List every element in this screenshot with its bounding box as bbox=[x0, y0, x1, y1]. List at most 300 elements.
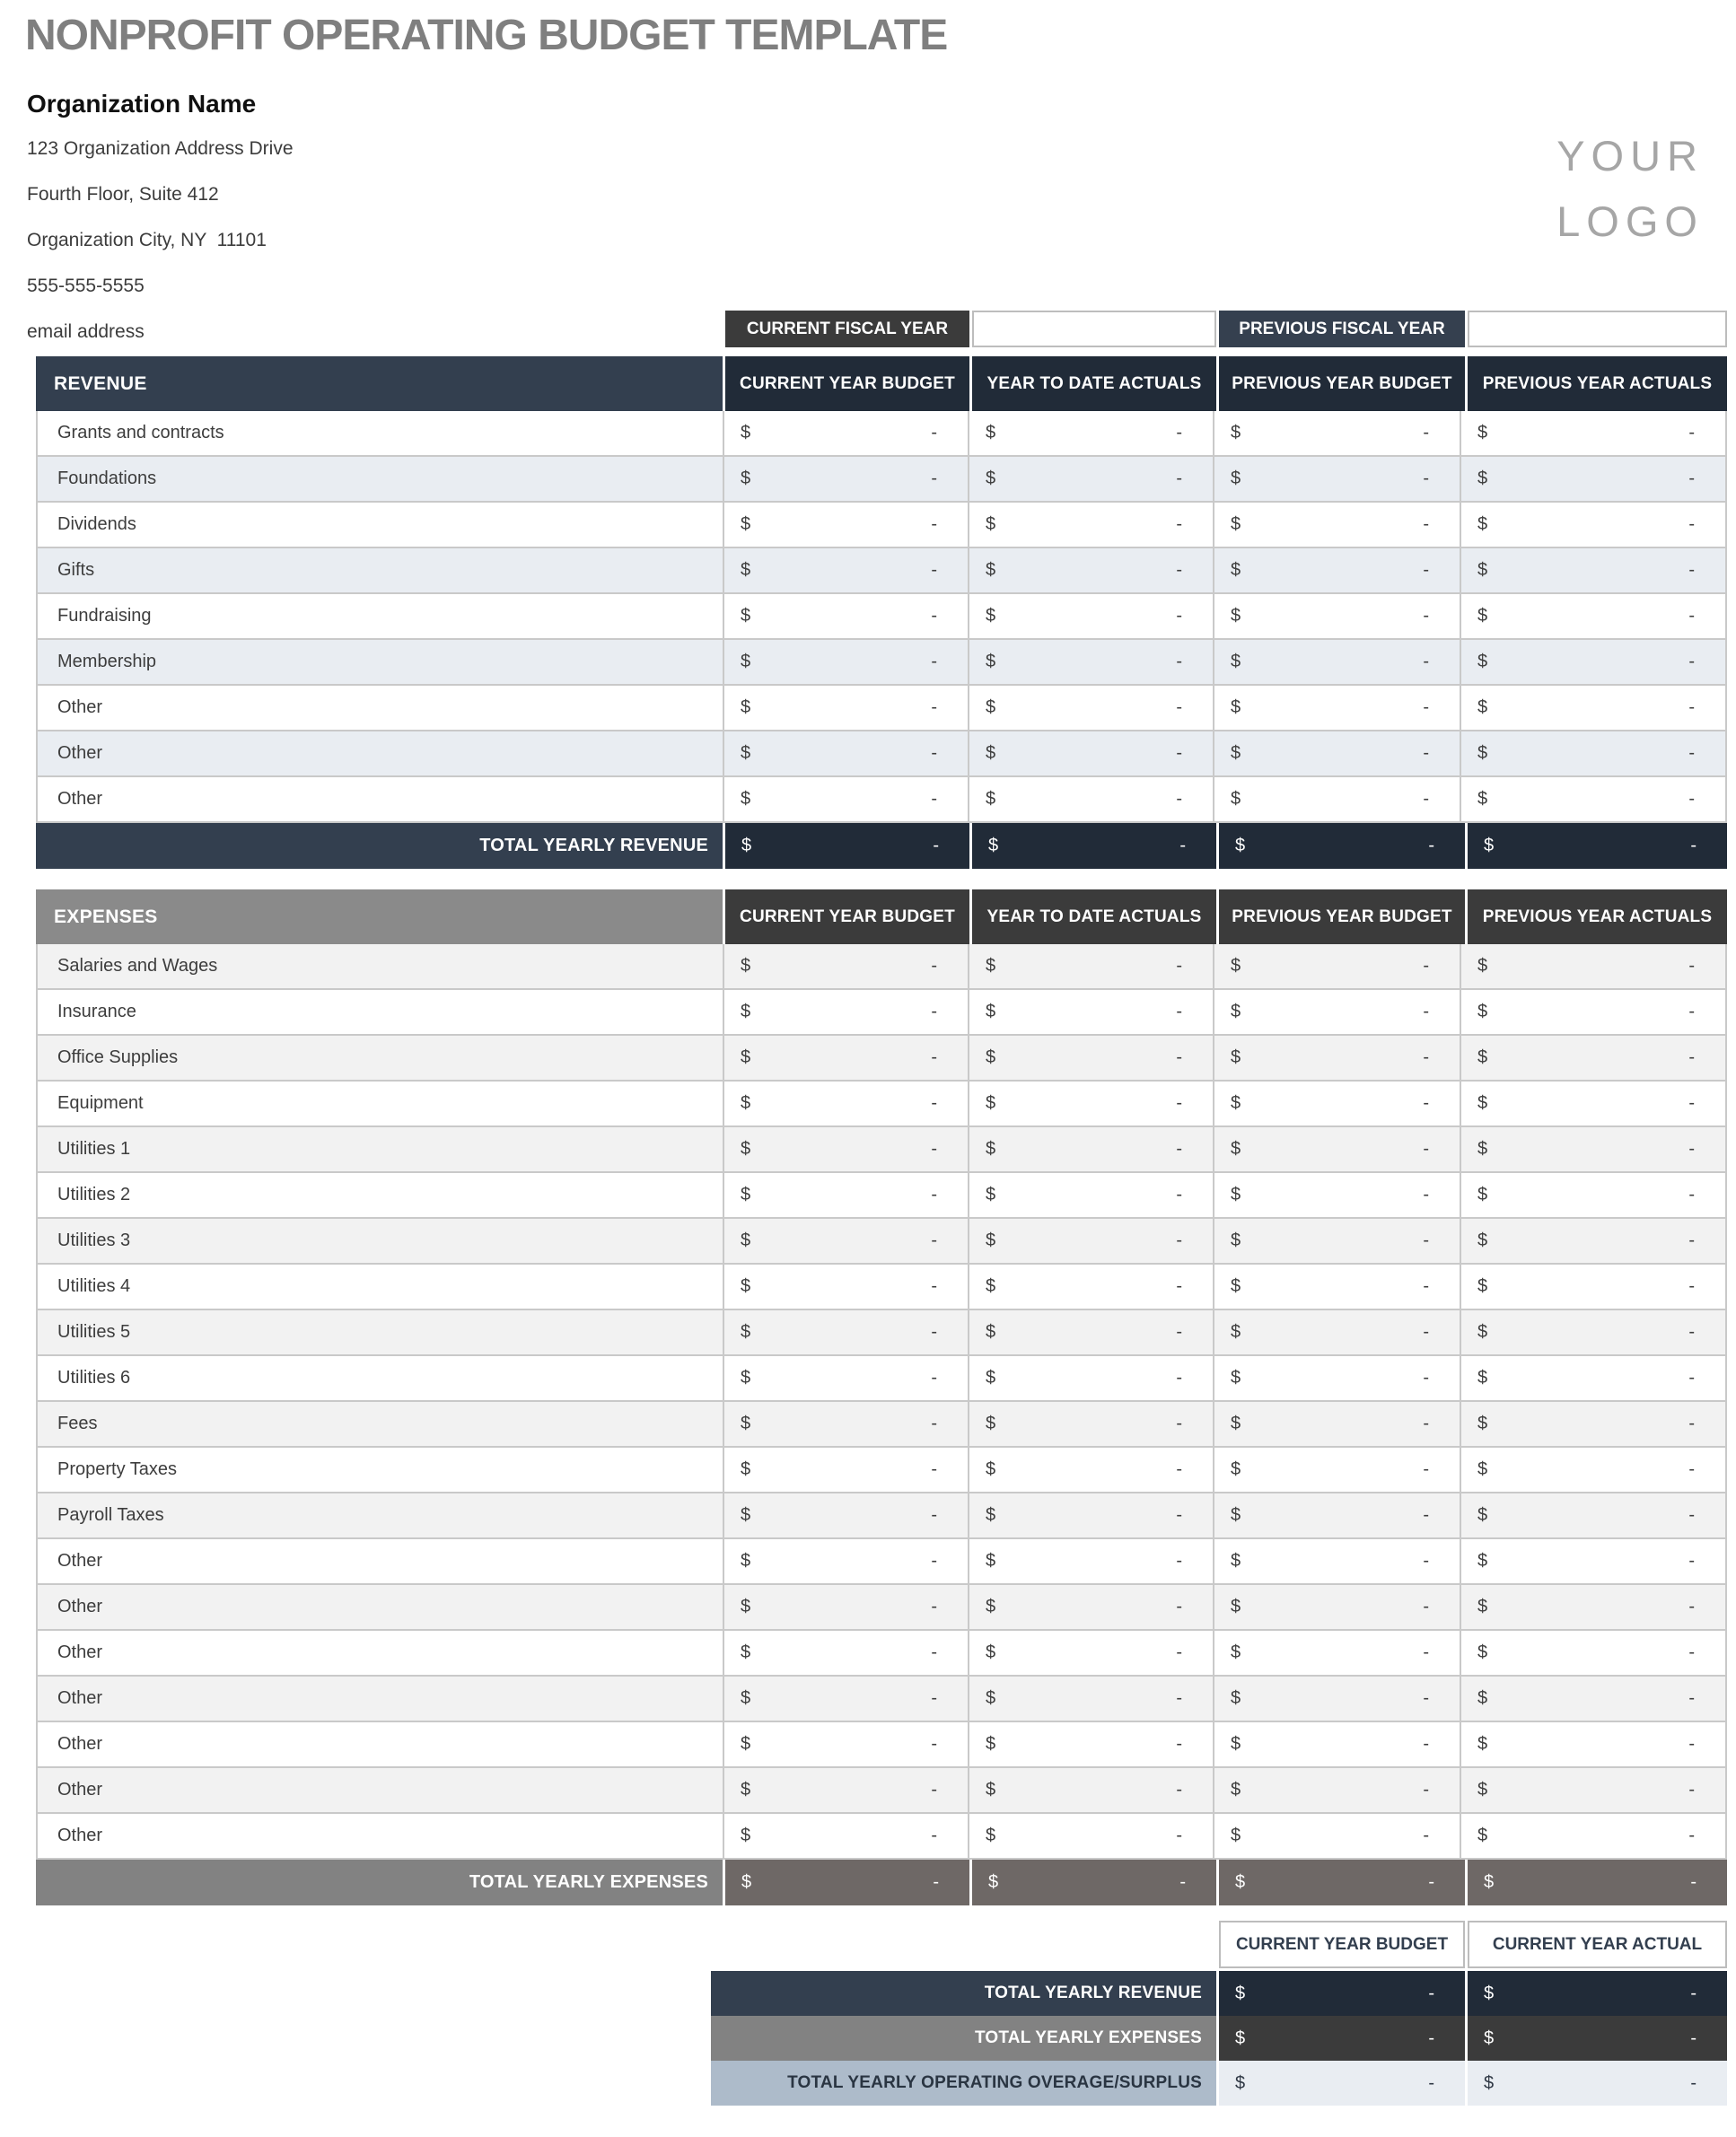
expenses-value-cell[interactable] bbox=[968, 1402, 1213, 1446]
empty-amount: - bbox=[1176, 789, 1182, 809]
expenses-value-cell[interactable] bbox=[968, 1310, 1213, 1354]
expenses-value-cell[interactable] bbox=[1213, 1310, 1460, 1354]
expenses-value-cell[interactable] bbox=[723, 1585, 968, 1629]
expenses-total-value-cell[interactable] bbox=[1468, 1860, 1727, 1905]
expenses-value-cell[interactable] bbox=[1213, 1722, 1460, 1766]
expenses-row-label[interactable]: Utilities 2 bbox=[57, 1185, 131, 1204]
expenses-value-cell[interactable] bbox=[1213, 1036, 1460, 1080]
summary-rows bbox=[711, 1971, 1727, 2106]
currency-symbol: $ bbox=[1477, 1505, 1488, 1525]
revenue-value-cell[interactable] bbox=[723, 503, 968, 547]
revenue-value-cell[interactable] bbox=[968, 594, 1213, 638]
empty-amount: - bbox=[1690, 836, 1697, 855]
currency-symbol: $ bbox=[741, 1047, 751, 1067]
revenue-value-cell[interactable] bbox=[968, 640, 1213, 684]
expenses-value-cell[interactable] bbox=[1460, 1219, 1725, 1263]
expenses-total-value-cell[interactable] bbox=[725, 1860, 969, 1905]
empty-amount: - bbox=[931, 514, 937, 534]
revenue-value-cell[interactable] bbox=[1460, 503, 1725, 547]
summary-value-cell[interactable] bbox=[1219, 2016, 1465, 2061]
expenses-value-cell[interactable] bbox=[968, 1677, 1213, 1721]
empty-amount: - bbox=[1176, 1597, 1182, 1616]
currency-symbol: $ bbox=[986, 514, 996, 534]
expenses-value-cell[interactable] bbox=[1213, 1402, 1460, 1446]
expenses-value-cell[interactable] bbox=[968, 990, 1213, 1034]
expenses-value-cell[interactable] bbox=[1213, 1677, 1460, 1721]
revenue-value-cell[interactable] bbox=[968, 503, 1213, 547]
revenue-row-label[interactable]: Dividends bbox=[57, 514, 136, 534]
expenses-value-cell[interactable] bbox=[1213, 1127, 1460, 1171]
expenses-value-cell[interactable] bbox=[1213, 990, 1460, 1034]
expenses-row-label[interactable]: Utilities 6 bbox=[57, 1368, 131, 1388]
empty-amount: - bbox=[931, 1368, 937, 1388]
expenses-value-cell[interactable] bbox=[1460, 1768, 1725, 1812]
currency-symbol: $ bbox=[1484, 836, 1495, 855]
expenses-row bbox=[36, 1722, 1727, 1768]
empty-amount: - bbox=[931, 1322, 937, 1342]
currency-symbol: $ bbox=[1231, 789, 1241, 809]
expenses-value-cell[interactable] bbox=[1213, 1265, 1460, 1309]
expenses-value-cell[interactable] bbox=[1460, 1448, 1725, 1492]
currency-symbol: $ bbox=[986, 1002, 996, 1021]
revenue-value-cell[interactable] bbox=[1213, 686, 1460, 730]
expenses-row-label[interactable]: Property Taxes bbox=[57, 1459, 178, 1479]
currency-symbol: $ bbox=[1477, 1002, 1488, 1021]
empty-amount: - bbox=[1688, 1185, 1695, 1204]
revenue-value-cell[interactable] bbox=[1213, 411, 1460, 455]
summary-row bbox=[711, 1971, 1727, 2016]
expenses-value-cell[interactable] bbox=[723, 1356, 968, 1400]
currency-symbol: $ bbox=[741, 1459, 751, 1479]
revenue-value-cell[interactable] bbox=[723, 731, 968, 775]
empty-amount: - bbox=[1176, 1459, 1182, 1479]
empty-amount: - bbox=[1176, 423, 1182, 442]
revenue-total-value-cell[interactable] bbox=[1468, 823, 1727, 869]
revenue-row-label[interactable]: Other bbox=[57, 743, 103, 763]
empty-amount: - bbox=[1688, 1505, 1695, 1525]
expenses-value-cell[interactable] bbox=[968, 1539, 1213, 1583]
expenses-value-cell[interactable] bbox=[1460, 1677, 1725, 1721]
expenses-row-label[interactable]: Insurance bbox=[57, 1002, 136, 1021]
empty-amount: - bbox=[1423, 423, 1429, 442]
expenses-row-label[interactable]: Other bbox=[57, 1642, 103, 1662]
revenue-row-label[interactable]: Other bbox=[57, 789, 103, 809]
previous-fiscal-year-label: PREVIOUS FISCAL YEAR bbox=[1219, 311, 1465, 347]
revenue-column-header: CURRENT YEAR BUDGET bbox=[725, 356, 969, 411]
empty-amount: - bbox=[931, 1826, 937, 1845]
summary-value-cell[interactable] bbox=[1468, 2061, 1727, 2106]
summary-value-cell[interactable] bbox=[1219, 1971, 1465, 2016]
expenses-value-cell[interactable] bbox=[1213, 1448, 1460, 1492]
currency-symbol: $ bbox=[986, 1826, 996, 1845]
currency-symbol: $ bbox=[986, 1047, 996, 1067]
empty-amount: - bbox=[1688, 1322, 1695, 1342]
expenses-value-cell[interactable] bbox=[723, 1448, 968, 1492]
expenses-value-cell[interactable] bbox=[968, 1173, 1213, 1217]
currency-symbol: $ bbox=[986, 469, 996, 488]
currency-symbol: $ bbox=[986, 789, 996, 809]
expenses-row bbox=[36, 990, 1727, 1036]
revenue-value-cell[interactable] bbox=[1213, 548, 1460, 592]
expenses-row-label[interactable]: Utilities 3 bbox=[57, 1231, 131, 1250]
revenue-row-label[interactable]: Gifts bbox=[57, 560, 95, 580]
currency-symbol: $ bbox=[741, 1505, 751, 1525]
revenue-row-label[interactable]: Grants and contracts bbox=[57, 423, 224, 442]
currency-symbol: $ bbox=[741, 1642, 751, 1662]
revenue-value-cell[interactable] bbox=[723, 411, 968, 455]
expenses-value-cell[interactable] bbox=[968, 1036, 1213, 1080]
expenses-row-label[interactable]: Utilities 4 bbox=[57, 1276, 131, 1296]
expenses-value-cell[interactable] bbox=[968, 1814, 1213, 1858]
expenses-value-cell[interactable] bbox=[1460, 1356, 1725, 1400]
expenses-value-cell[interactable] bbox=[1460, 1082, 1725, 1125]
currency-symbol: $ bbox=[986, 956, 996, 976]
empty-amount: - bbox=[1176, 606, 1182, 626]
expenses-row-label[interactable]: Other bbox=[57, 1688, 103, 1708]
empty-amount: - bbox=[931, 1002, 937, 1021]
currency-symbol: $ bbox=[1231, 1459, 1241, 1479]
expenses-value-cell[interactable] bbox=[723, 1677, 968, 1721]
empty-amount: - bbox=[1423, 1505, 1429, 1525]
expenses-value-cell[interactable] bbox=[1213, 1356, 1460, 1400]
expenses-value-cell[interactable] bbox=[1460, 1310, 1725, 1354]
expenses-value-cell[interactable] bbox=[968, 1219, 1213, 1263]
empty-amount: - bbox=[1423, 956, 1429, 976]
expenses-value-cell[interactable] bbox=[968, 1493, 1213, 1537]
expenses-value-cell[interactable] bbox=[723, 1539, 968, 1583]
expenses-value-cell[interactable] bbox=[968, 1265, 1213, 1309]
expenses-value-cell[interactable] bbox=[1213, 1082, 1460, 1125]
revenue-value-cell[interactable] bbox=[1213, 457, 1460, 501]
empty-amount: - bbox=[1176, 652, 1182, 671]
expenses-value-cell[interactable] bbox=[1460, 990, 1725, 1034]
expenses-value-cell[interactable] bbox=[723, 1173, 968, 1217]
empty-amount: - bbox=[1423, 1688, 1429, 1708]
revenue-value-cell[interactable] bbox=[1460, 457, 1725, 501]
revenue-value-cell[interactable] bbox=[968, 411, 1213, 455]
revenue-row bbox=[36, 411, 1727, 457]
currency-symbol: $ bbox=[1477, 1185, 1488, 1204]
currency-symbol: $ bbox=[741, 1139, 751, 1159]
empty-amount: - bbox=[931, 1047, 937, 1067]
empty-amount: - bbox=[1423, 1459, 1429, 1479]
empty-amount: - bbox=[1688, 956, 1695, 976]
currency-symbol: $ bbox=[1477, 1276, 1488, 1296]
expenses-row-label[interactable]: Fees bbox=[57, 1414, 98, 1433]
expenses-value-cell[interactable] bbox=[723, 944, 968, 988]
empty-amount: - bbox=[1176, 1688, 1182, 1708]
currency-symbol: $ bbox=[1477, 469, 1488, 488]
expenses-total-value-cell[interactable] bbox=[972, 1860, 1216, 1905]
revenue-value-cell[interactable] bbox=[723, 777, 968, 821]
current-fiscal-year-input[interactable] bbox=[972, 311, 1216, 347]
currency-symbol: $ bbox=[1477, 1780, 1488, 1800]
summary-value-cell[interactable] bbox=[1219, 2061, 1465, 2106]
empty-amount: - bbox=[1176, 469, 1182, 488]
empty-amount: - bbox=[1423, 1642, 1429, 1662]
revenue-total-value-cell[interactable] bbox=[1219, 823, 1465, 869]
empty-amount: - bbox=[1423, 1551, 1429, 1571]
summary-value-cell[interactable] bbox=[1468, 2016, 1727, 2061]
expenses-row-label[interactable]: Other bbox=[57, 1551, 103, 1571]
revenue-value-cell[interactable] bbox=[968, 731, 1213, 775]
empty-amount: - bbox=[1423, 1002, 1429, 1021]
currency-symbol: $ bbox=[1231, 652, 1241, 671]
currency-symbol: $ bbox=[1231, 1642, 1241, 1662]
expenses-total-label: TOTAL YEARLY EXPENSES bbox=[36, 1860, 723, 1905]
expenses-value-cell[interactable] bbox=[968, 944, 1213, 988]
currency-symbol: $ bbox=[741, 836, 752, 855]
empty-amount: - bbox=[1176, 514, 1182, 534]
expenses-value-cell[interactable] bbox=[1460, 1173, 1725, 1217]
revenue-value-cell[interactable] bbox=[1460, 640, 1725, 684]
currency-symbol: $ bbox=[741, 514, 751, 534]
currency-symbol: $ bbox=[1231, 606, 1241, 626]
currency-symbol: $ bbox=[1231, 1231, 1241, 1250]
empty-amount: - bbox=[931, 1231, 937, 1250]
empty-amount: - bbox=[1176, 697, 1182, 717]
expenses-value-cell[interactable] bbox=[723, 1310, 968, 1354]
revenue-value-cell[interactable] bbox=[1213, 731, 1460, 775]
empty-amount: - bbox=[1179, 836, 1186, 855]
revenue-total-value-cell[interactable] bbox=[725, 823, 969, 869]
revenue-value-cell[interactable] bbox=[723, 640, 968, 684]
empty-amount: - bbox=[1690, 2028, 1697, 2048]
expenses-value-cell[interactable] bbox=[723, 1768, 968, 1812]
currency-symbol: $ bbox=[1231, 1505, 1241, 1525]
expenses-row-label[interactable]: Salaries and Wages bbox=[57, 956, 218, 976]
expenses-row bbox=[36, 1265, 1727, 1310]
summary-value-cell[interactable] bbox=[1468, 1971, 1727, 2016]
empty-amount: - bbox=[931, 1688, 937, 1708]
revenue-row bbox=[36, 594, 1727, 640]
expenses-value-cell[interactable] bbox=[968, 1356, 1213, 1400]
expenses-value-cell[interactable] bbox=[1213, 1219, 1460, 1263]
currency-symbol: $ bbox=[986, 1734, 996, 1754]
empty-amount: - bbox=[931, 697, 937, 717]
expenses-value-cell[interactable] bbox=[1213, 1631, 1460, 1675]
summary-row-label: TOTAL YEARLY OPERATING OVERAGE/SURPLUS bbox=[711, 2061, 1216, 2106]
currency-symbol: $ bbox=[986, 1368, 996, 1388]
expenses-value-cell[interactable] bbox=[1213, 944, 1460, 988]
revenue-section-label: REVENUE bbox=[36, 356, 723, 411]
expenses-row-label[interactable]: Office Supplies bbox=[57, 1047, 179, 1067]
revenue-value-cell[interactable] bbox=[1460, 411, 1725, 455]
expenses-value-cell[interactable] bbox=[1460, 1493, 1725, 1537]
expenses-value-cell[interactable] bbox=[968, 1768, 1213, 1812]
revenue-total-value-cell[interactable] bbox=[972, 823, 1216, 869]
revenue-row-label[interactable]: Other bbox=[57, 697, 103, 717]
empty-amount: - bbox=[1690, 1872, 1697, 1892]
currency-symbol: $ bbox=[1231, 1185, 1241, 1204]
currency-symbol: $ bbox=[986, 743, 996, 763]
expenses-value-cell[interactable] bbox=[1460, 1631, 1725, 1675]
summary-header-row bbox=[1219, 1921, 1727, 1968]
expenses-row-label[interactable]: Other bbox=[57, 1780, 103, 1800]
empty-amount: - bbox=[1423, 1139, 1429, 1159]
empty-amount: - bbox=[1688, 1551, 1695, 1571]
empty-amount: - bbox=[1688, 1368, 1695, 1388]
expenses-value-cell[interactable] bbox=[1460, 1539, 1725, 1583]
revenue-value-cell[interactable] bbox=[1213, 640, 1460, 684]
expenses-value-cell[interactable] bbox=[968, 1631, 1213, 1675]
expenses-value-cell[interactable] bbox=[1213, 1768, 1460, 1812]
expenses-row bbox=[36, 1402, 1727, 1448]
expenses-row-label[interactable]: Utilities 5 bbox=[57, 1322, 131, 1342]
revenue-value-cell[interactable] bbox=[1460, 731, 1725, 775]
currency-symbol: $ bbox=[1477, 423, 1488, 442]
expenses-value-cell[interactable] bbox=[1460, 1722, 1725, 1766]
revenue-row bbox=[36, 503, 1727, 548]
empty-amount: - bbox=[1688, 606, 1695, 626]
revenue-row bbox=[36, 640, 1727, 686]
currency-symbol: $ bbox=[1484, 2072, 1495, 2093]
empty-amount: - bbox=[1688, 652, 1695, 671]
revenue-value-cell[interactable] bbox=[1460, 548, 1725, 592]
expenses-value-cell[interactable] bbox=[968, 1082, 1213, 1125]
expenses-value-cell[interactable] bbox=[968, 1127, 1213, 1171]
currency-symbol: $ bbox=[741, 1368, 751, 1388]
currency-symbol: $ bbox=[986, 1597, 996, 1616]
summary-row bbox=[711, 2016, 1727, 2061]
revenue-value-cell[interactable] bbox=[968, 548, 1213, 592]
revenue-value-cell[interactable] bbox=[723, 457, 968, 501]
expenses-value-cell[interactable] bbox=[1460, 1585, 1725, 1629]
expenses-row-label[interactable]: Utilities 1 bbox=[57, 1139, 131, 1159]
currency-symbol: $ bbox=[741, 1185, 751, 1204]
currency-symbol: $ bbox=[741, 1002, 751, 1021]
currency-symbol: $ bbox=[986, 1093, 996, 1113]
currency-symbol: $ bbox=[1477, 789, 1488, 809]
expenses-row-label[interactable]: Equipment bbox=[57, 1093, 144, 1113]
revenue-row bbox=[36, 777, 1727, 823]
previous-fiscal-year-input[interactable] bbox=[1468, 311, 1727, 347]
revenue-value-cell[interactable] bbox=[1213, 594, 1460, 638]
expenses-row bbox=[36, 1539, 1727, 1585]
expenses-row-label[interactable]: Payroll Taxes bbox=[57, 1505, 164, 1525]
summary-row-label: TOTAL YEARLY EXPENSES bbox=[711, 2016, 1216, 2061]
currency-symbol: $ bbox=[1477, 560, 1488, 580]
revenue-row-label[interactable]: Membership bbox=[57, 652, 157, 671]
expenses-value-cell[interactable] bbox=[723, 1265, 968, 1309]
empty-amount: - bbox=[931, 1459, 937, 1479]
revenue-row-label[interactable]: Fundraising bbox=[57, 606, 152, 626]
currency-symbol: $ bbox=[1231, 560, 1241, 580]
empty-amount: - bbox=[1688, 1459, 1695, 1479]
expenses-value-cell[interactable] bbox=[968, 1722, 1213, 1766]
expenses-value-cell[interactable] bbox=[723, 1814, 968, 1858]
expenses-row-label[interactable]: Other bbox=[57, 1826, 103, 1845]
currency-symbol: $ bbox=[741, 956, 751, 976]
expenses-value-cell[interactable] bbox=[723, 1082, 968, 1125]
expenses-value-cell[interactable] bbox=[723, 1402, 968, 1446]
expenses-row bbox=[36, 1814, 1727, 1860]
currency-symbol: $ bbox=[1235, 836, 1246, 855]
revenue-row-label[interactable]: Foundations bbox=[57, 469, 157, 488]
currency-symbol: $ bbox=[1231, 1047, 1241, 1067]
currency-symbol: $ bbox=[741, 1734, 751, 1754]
revenue-row bbox=[36, 731, 1727, 777]
revenue-value-cell[interactable] bbox=[723, 594, 968, 638]
revenue-value-cell[interactable] bbox=[723, 686, 968, 730]
currency-symbol: $ bbox=[986, 697, 996, 717]
empty-amount: - bbox=[1423, 1780, 1429, 1800]
expenses-value-cell[interactable] bbox=[723, 1631, 968, 1675]
expenses-value-cell[interactable] bbox=[723, 1127, 968, 1171]
expenses-value-cell[interactable] bbox=[723, 990, 968, 1034]
revenue-column-header: PREVIOUS YEAR ACTUALS bbox=[1468, 356, 1727, 411]
revenue-value-cell[interactable] bbox=[968, 777, 1213, 821]
empty-amount: - bbox=[1428, 836, 1434, 855]
empty-amount: - bbox=[931, 1505, 937, 1525]
expenses-value-cell[interactable] bbox=[723, 1036, 968, 1080]
expenses-value-cell[interactable] bbox=[968, 1585, 1213, 1629]
expenses-total-value-cell[interactable] bbox=[1219, 1860, 1465, 1905]
empty-amount: - bbox=[1176, 1322, 1182, 1342]
expenses-value-cell[interactable] bbox=[1460, 1265, 1725, 1309]
empty-amount: - bbox=[1176, 1551, 1182, 1571]
currency-symbol: $ bbox=[1231, 423, 1241, 442]
revenue-column-header: YEAR TO DATE ACTUALS bbox=[972, 356, 1216, 411]
currency-symbol: $ bbox=[741, 1551, 751, 1571]
expenses-value-cell[interactable] bbox=[1213, 1539, 1460, 1583]
expenses-row-label[interactable]: Other bbox=[57, 1734, 103, 1754]
expenses-row bbox=[36, 1493, 1727, 1539]
currency-symbol: $ bbox=[741, 743, 751, 763]
expenses-value-cell[interactable] bbox=[1213, 1585, 1460, 1629]
expenses-value-cell[interactable] bbox=[1213, 1814, 1460, 1858]
revenue-value-cell[interactable] bbox=[968, 457, 1213, 501]
currency-symbol: $ bbox=[1477, 1093, 1488, 1113]
revenue-value-cell[interactable] bbox=[1460, 594, 1725, 638]
expenses-value-cell[interactable] bbox=[723, 1722, 968, 1766]
currency-symbol: $ bbox=[741, 1276, 751, 1296]
expenses-row bbox=[36, 1127, 1727, 1173]
expenses-value-cell[interactable] bbox=[1460, 1036, 1725, 1080]
empty-amount: - bbox=[1423, 1322, 1429, 1342]
expenses-value-cell[interactable] bbox=[1213, 1493, 1460, 1537]
expenses-value-cell[interactable] bbox=[968, 1448, 1213, 1492]
revenue-value-cell[interactable] bbox=[1213, 777, 1460, 821]
empty-amount: - bbox=[1176, 1734, 1182, 1754]
expenses-value-cell[interactable] bbox=[1460, 1127, 1725, 1171]
expenses-row-label[interactable]: Other bbox=[57, 1597, 103, 1616]
expenses-value-cell[interactable] bbox=[1460, 1402, 1725, 1446]
expenses-header-row bbox=[36, 889, 1727, 944]
revenue-value-cell[interactable] bbox=[723, 548, 968, 592]
empty-amount: - bbox=[1690, 1983, 1697, 2003]
expenses-row bbox=[36, 1356, 1727, 1402]
expenses-row bbox=[36, 1036, 1727, 1082]
expenses-value-cell[interactable] bbox=[1460, 944, 1725, 988]
revenue-value-cell[interactable] bbox=[1213, 503, 1460, 547]
empty-amount: - bbox=[1176, 1780, 1182, 1800]
currency-symbol: $ bbox=[986, 1505, 996, 1525]
currency-symbol: $ bbox=[986, 606, 996, 626]
expenses-value-cell[interactable] bbox=[723, 1219, 968, 1263]
revenue-value-cell[interactable] bbox=[968, 686, 1213, 730]
revenue-value-cell[interactable] bbox=[1460, 686, 1725, 730]
empty-amount: - bbox=[931, 743, 937, 763]
expenses-value-cell[interactable] bbox=[723, 1493, 968, 1537]
summary-row-label: TOTAL YEARLY REVENUE bbox=[711, 1971, 1216, 2016]
empty-amount: - bbox=[1423, 1597, 1429, 1616]
expenses-value-cell[interactable] bbox=[1460, 1814, 1725, 1858]
revenue-value-cell[interactable] bbox=[1460, 777, 1725, 821]
expenses-value-cell[interactable] bbox=[1213, 1173, 1460, 1217]
empty-amount: - bbox=[1688, 1414, 1695, 1433]
currency-symbol: $ bbox=[741, 1872, 752, 1892]
